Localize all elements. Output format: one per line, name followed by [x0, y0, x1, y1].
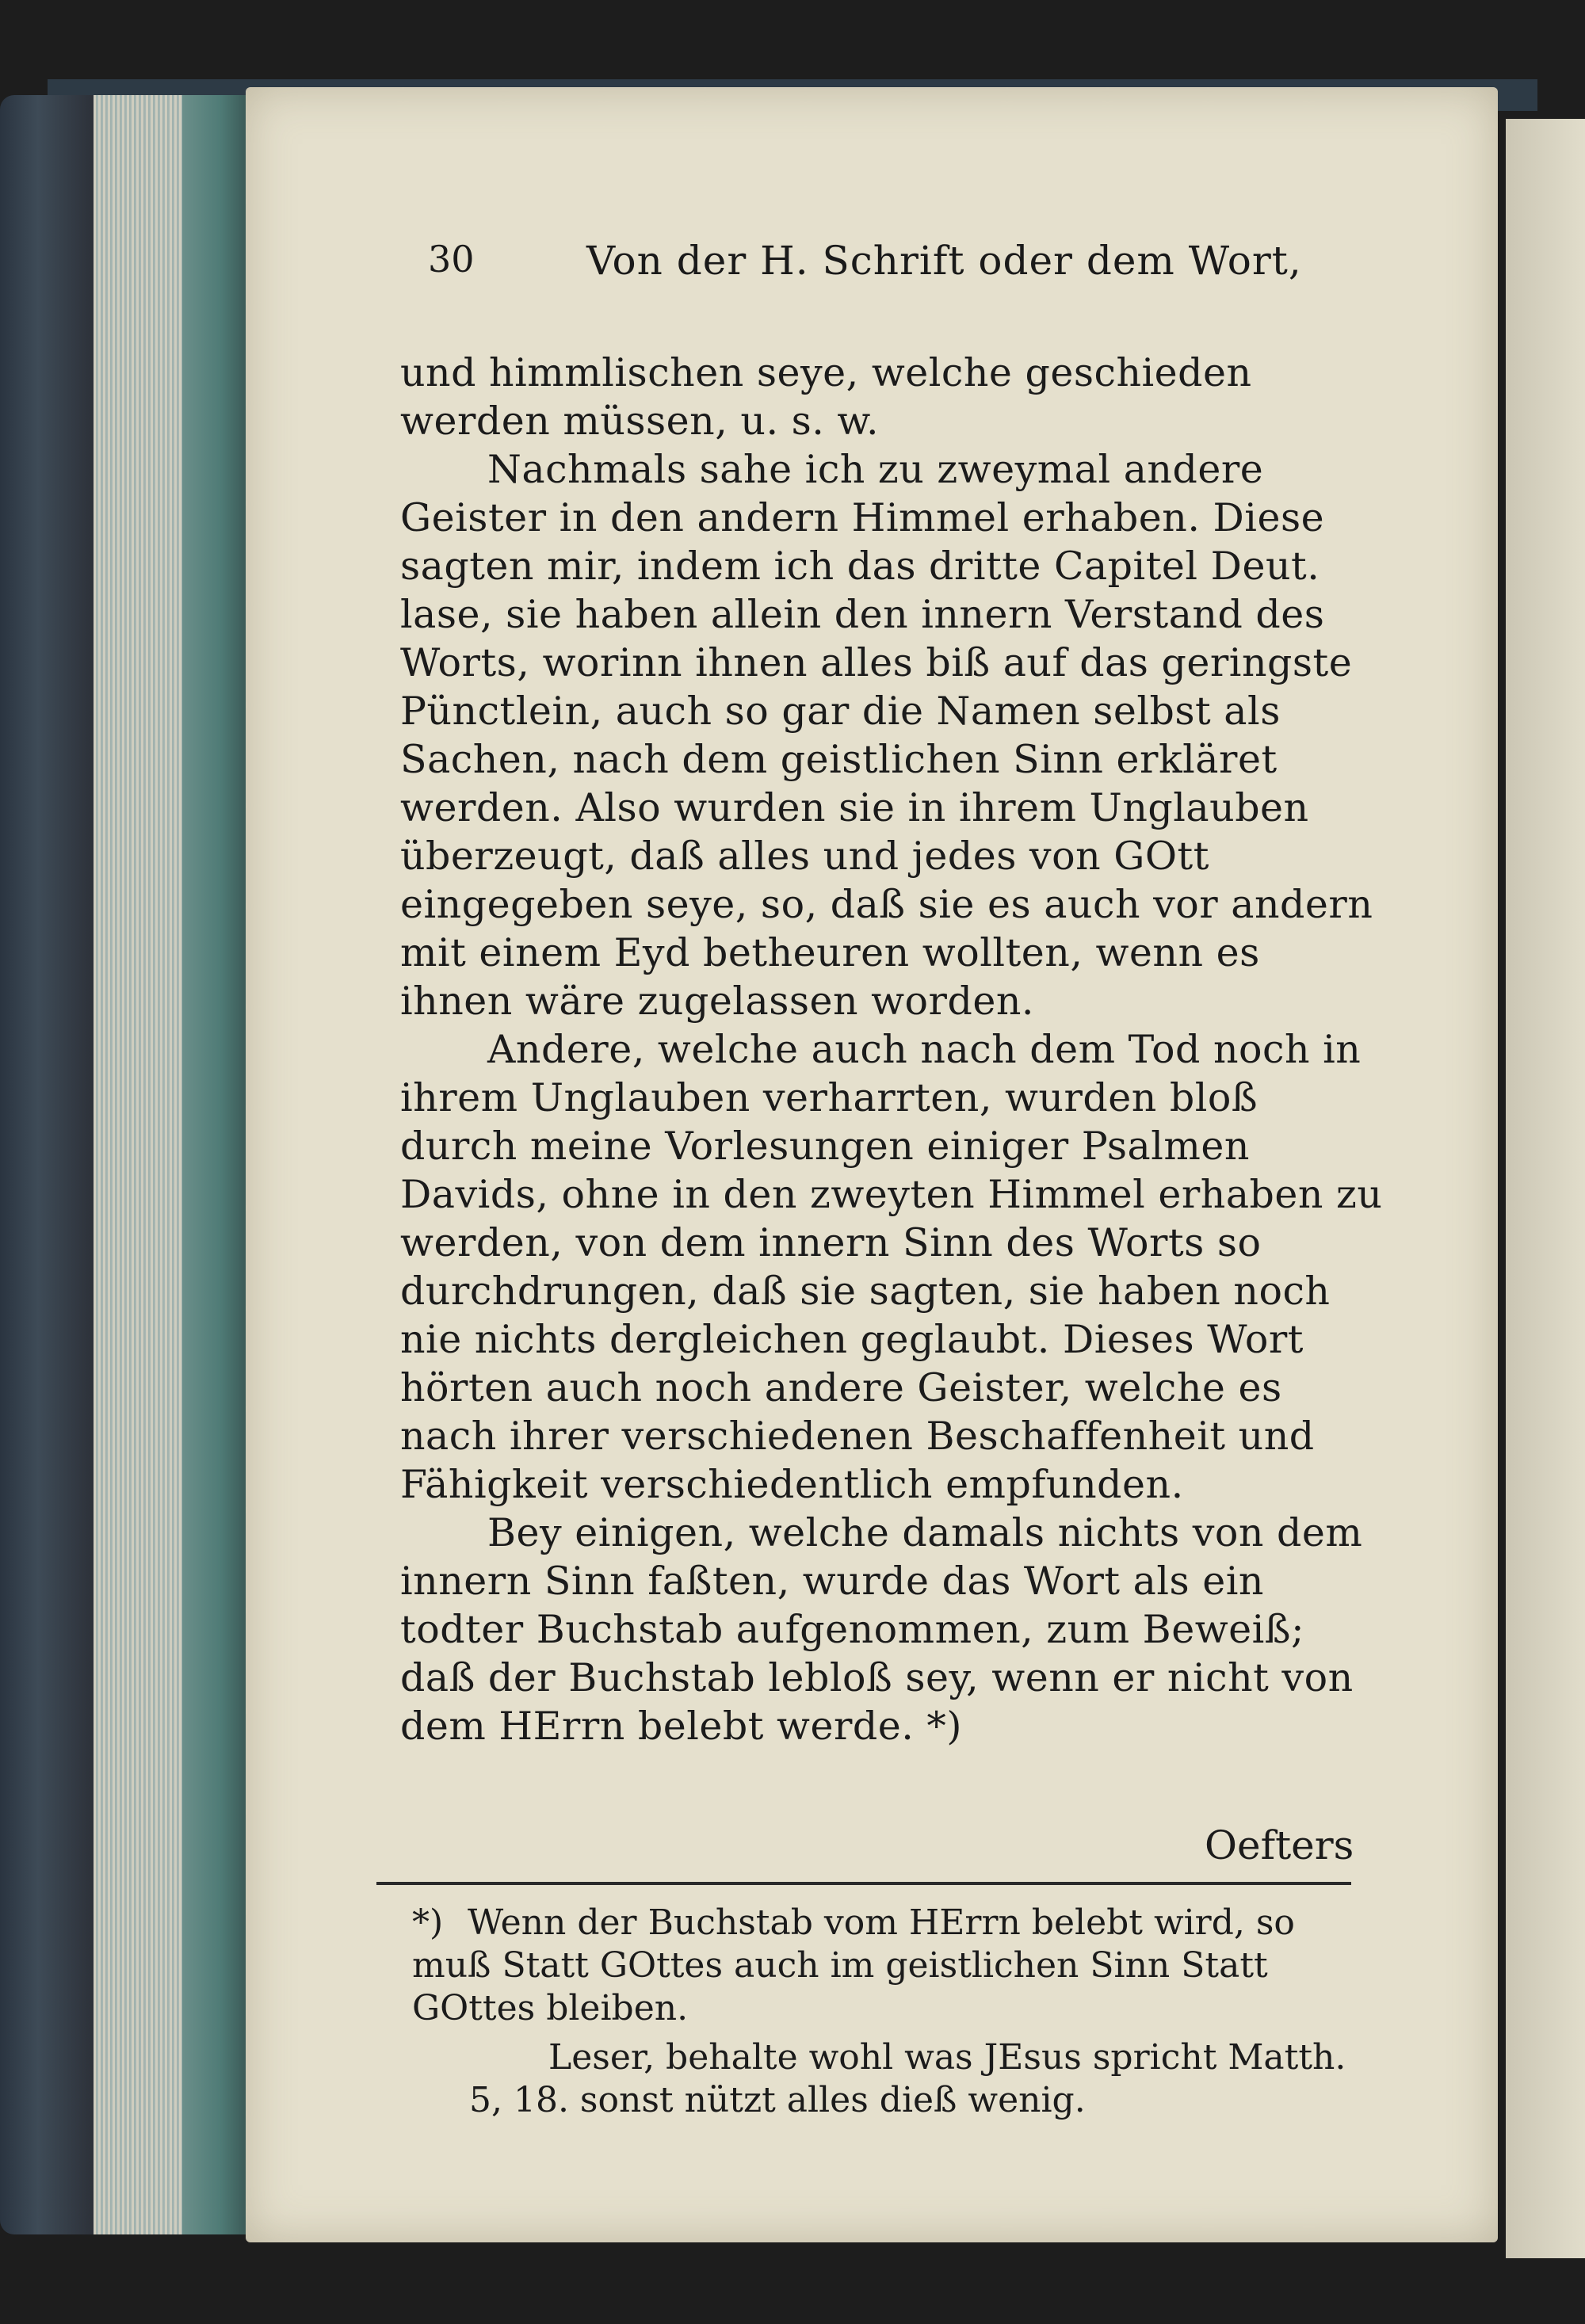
catchword: Oefters	[1205, 1822, 1354, 1868]
footnote-marker: *)	[412, 1902, 444, 1943]
page-number: 30	[428, 238, 475, 280]
footnote-paragraph	[412, 1902, 1347, 2030]
paragraph: Nachmals sahe ich zu zweymal andere Geister in den andern Himmel erhaben. Diese sagten mir, indem ich das dritte Capitel Deut. lase, sie haben allein den innern Verstand des Worts, worinn ihnen alles biß auf das geringste Pünctlein, auch so gar die Namen selbst als Sachen, nach dem geistlichen Sinn erkläret werden. Also wurden sie in ihrem Unglauben überzeugt, daß alles und jedes von GOtt eingegeben seye, so, daß sie es auch vor andern mit einem Eyd betheuren wollten, wenn es ihnen wäre zugelassen worden.	[400, 447, 1373, 1024]
footnote-text-2: Leser, behalte wohl was JEsus spricht Matth. 5, 18. sonst nützt alles dieß wenig.	[469, 2037, 1346, 2120]
facing-page-edge	[1506, 119, 1585, 2258]
running-head	[428, 238, 1379, 285]
page-edges-shade	[182, 95, 246, 2234]
footnote	[412, 1902, 1347, 2122]
paragraph: Andere, welche auch nach dem Tod noch in ihrem Unglauben verharrten, wurden bloß durch meine Vorlesungen einiger Psalmen Davids, ohne in den zweyten Himmel erhaben zu werden, von dem innern Sinn des Worts so durchdrungen, daß sie sagten, sie haben noch nie nichts dergleichen geglaubt. Dieses Wort hörten auch noch andere Geister, welche es nach ihrer verschiedenen Beschaffenheit und Fähigkeit verschiedentlich empfunden.	[400, 1027, 1383, 1507]
footnote-rule	[376, 1882, 1351, 1885]
book-spine-edge	[0, 95, 95, 2234]
running-title: Von der H. Schrift oder dem Wort,	[586, 238, 1302, 284]
body-text	[400, 349, 1383, 1750]
paragraph-continuation: und himmlischen seye, welche geschieden werden müssen, u. s. w.	[400, 350, 1252, 444]
paragraph: Bey einigen, welche damals nichts von dem innern Sinn faßten, wurde das Wort als ein todter Buchstab aufgenommen, zum Beweiß; daß der Buchstab lebloß sey, wenn er nicht von dem HErrn belebt werde. *)	[400, 1510, 1363, 1749]
footnote-text: Wenn der Buchstab vom HErrn belebt wird, so muß Statt GOttes auch im geistlichen Sinn Statt GOttes bleiben.	[412, 1902, 1295, 2028]
